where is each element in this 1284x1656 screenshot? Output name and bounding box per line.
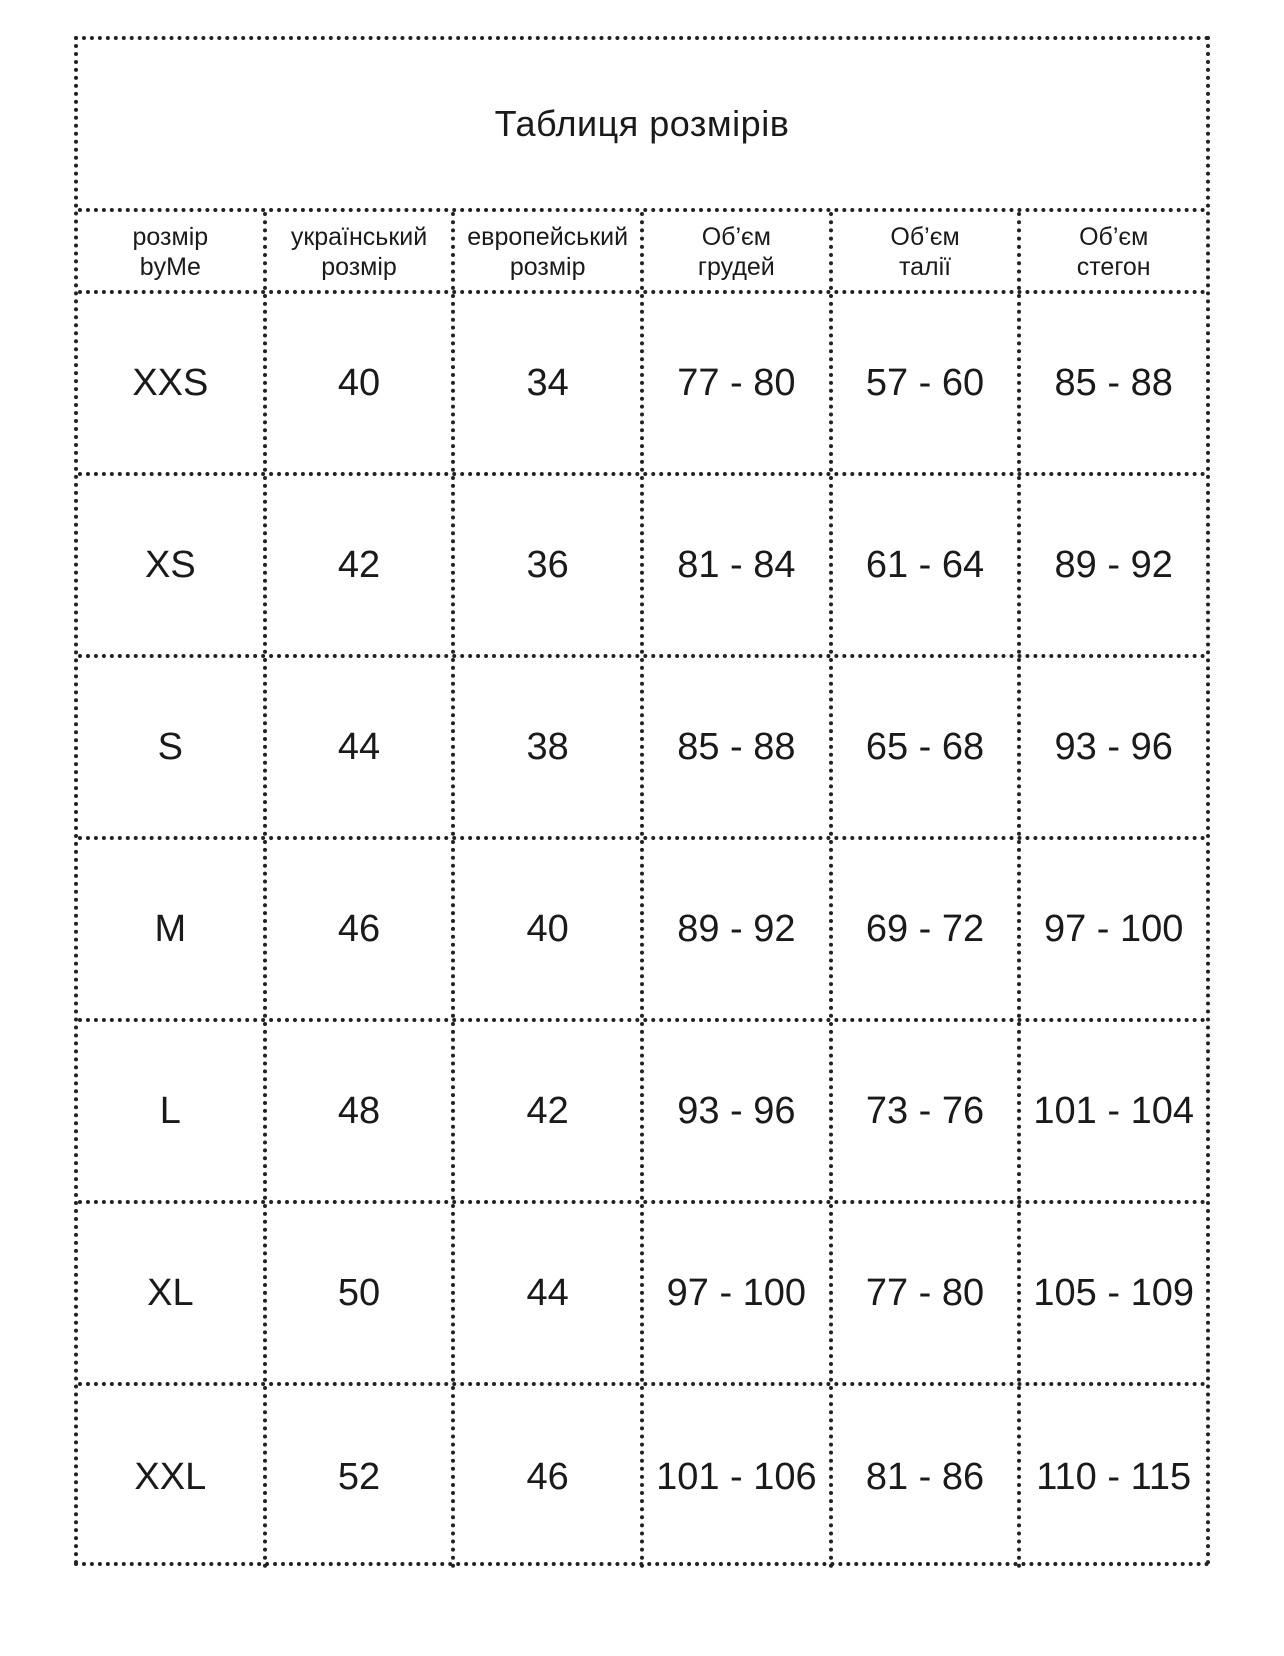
cell-size-byme: XXL (78, 1386, 267, 1568)
header-ukrainian-size (267, 212, 456, 290)
cell-chest: 77 - 80 (644, 294, 833, 472)
header-line: розмір (321, 253, 397, 281)
cell-european-size: 42 (455, 1022, 644, 1200)
cell-size-byme: XL (78, 1204, 267, 1382)
header-chest (644, 212, 833, 290)
header-line: Об’єм (1079, 223, 1149, 251)
cell-european-size: 40 (455, 840, 644, 1018)
cell-hips: 97 - 100 (1043, 907, 1184, 950)
table-row (78, 476, 1206, 658)
table-row (78, 658, 1206, 840)
cell-hips: 89 - 92 (1054, 543, 1173, 586)
cell-ukrainian-size: 50 (267, 1204, 456, 1382)
cell-chest: 101 - 106 (644, 1386, 833, 1568)
cell-ukrainian-size: 42 (267, 476, 456, 654)
cell-european-size: 44 (455, 1204, 644, 1382)
table-row (78, 1204, 1206, 1386)
header-line: розмір (132, 223, 209, 251)
header-line: грудей (697, 253, 775, 281)
cell-chest: 93 - 96 (644, 1022, 833, 1200)
cell-hips: 85 - 88 (1054, 361, 1173, 404)
table-row (78, 294, 1206, 476)
cell-size-byme: M (78, 840, 267, 1018)
table-title: Таблиця розмірів (78, 40, 1206, 212)
cell-ukrainian-size: 48 (267, 1022, 456, 1200)
cell-hips: 105 - 109 (1033, 1271, 1194, 1314)
cell-european-size: 46 (455, 1386, 644, 1568)
header-line: розмір (509, 253, 586, 281)
cell-european-size: 38 (455, 658, 644, 836)
cell-european-size: 36 (455, 476, 644, 654)
cell-ukrainian-size: 52 (267, 1386, 456, 1568)
table-row (78, 1386, 1206, 1568)
size-table (74, 36, 1210, 1566)
table-row (78, 840, 1206, 1022)
cell-size-byme: XS (78, 476, 267, 654)
header-line: европейський (467, 223, 629, 251)
cell-waist: 65 - 68 (833, 658, 1022, 836)
table-header-row (78, 212, 1206, 294)
cell-waist: 77 - 80 (833, 1204, 1022, 1382)
header-waist (833, 212, 1022, 290)
cell-waist: 81 - 86 (833, 1386, 1022, 1568)
header-size-byme (78, 212, 267, 290)
header-line: byMe (139, 253, 201, 281)
cell-chest: 89 - 92 (644, 840, 833, 1018)
cell-waist: 57 - 60 (833, 294, 1022, 472)
cell-size-byme: XXS (78, 294, 267, 472)
cell-chest: 97 - 100 (644, 1204, 833, 1382)
cell-size-byme: S (78, 658, 267, 836)
cell-hips: 110 - 115 (1036, 1455, 1192, 1498)
cell-chest: 81 - 84 (644, 476, 833, 654)
cell-ukrainian-size: 40 (267, 294, 456, 472)
cell-ukrainian-size: 44 (267, 658, 456, 836)
header-line: стегон (1076, 253, 1151, 281)
cell-hips: 93 - 96 (1054, 725, 1173, 768)
header-line: Об’єм (701, 223, 771, 251)
cell-waist: 69 - 72 (833, 840, 1022, 1018)
cell-size-byme: L (78, 1022, 267, 1200)
header-line: Об’єм (890, 223, 960, 251)
cell-european-size: 34 (455, 294, 644, 472)
cell-waist: 73 - 76 (833, 1022, 1022, 1200)
header-european-size (455, 212, 644, 290)
cell-hips: 101 - 104 (1033, 1089, 1194, 1132)
header-line: талії (898, 253, 952, 281)
cell-waist: 61 - 64 (833, 476, 1022, 654)
cell-chest: 85 - 88 (644, 658, 833, 836)
header-line: український (290, 223, 428, 251)
cell-ukrainian-size: 46 (267, 840, 456, 1018)
table-row (78, 1022, 1206, 1204)
header-hips (1021, 212, 1206, 290)
